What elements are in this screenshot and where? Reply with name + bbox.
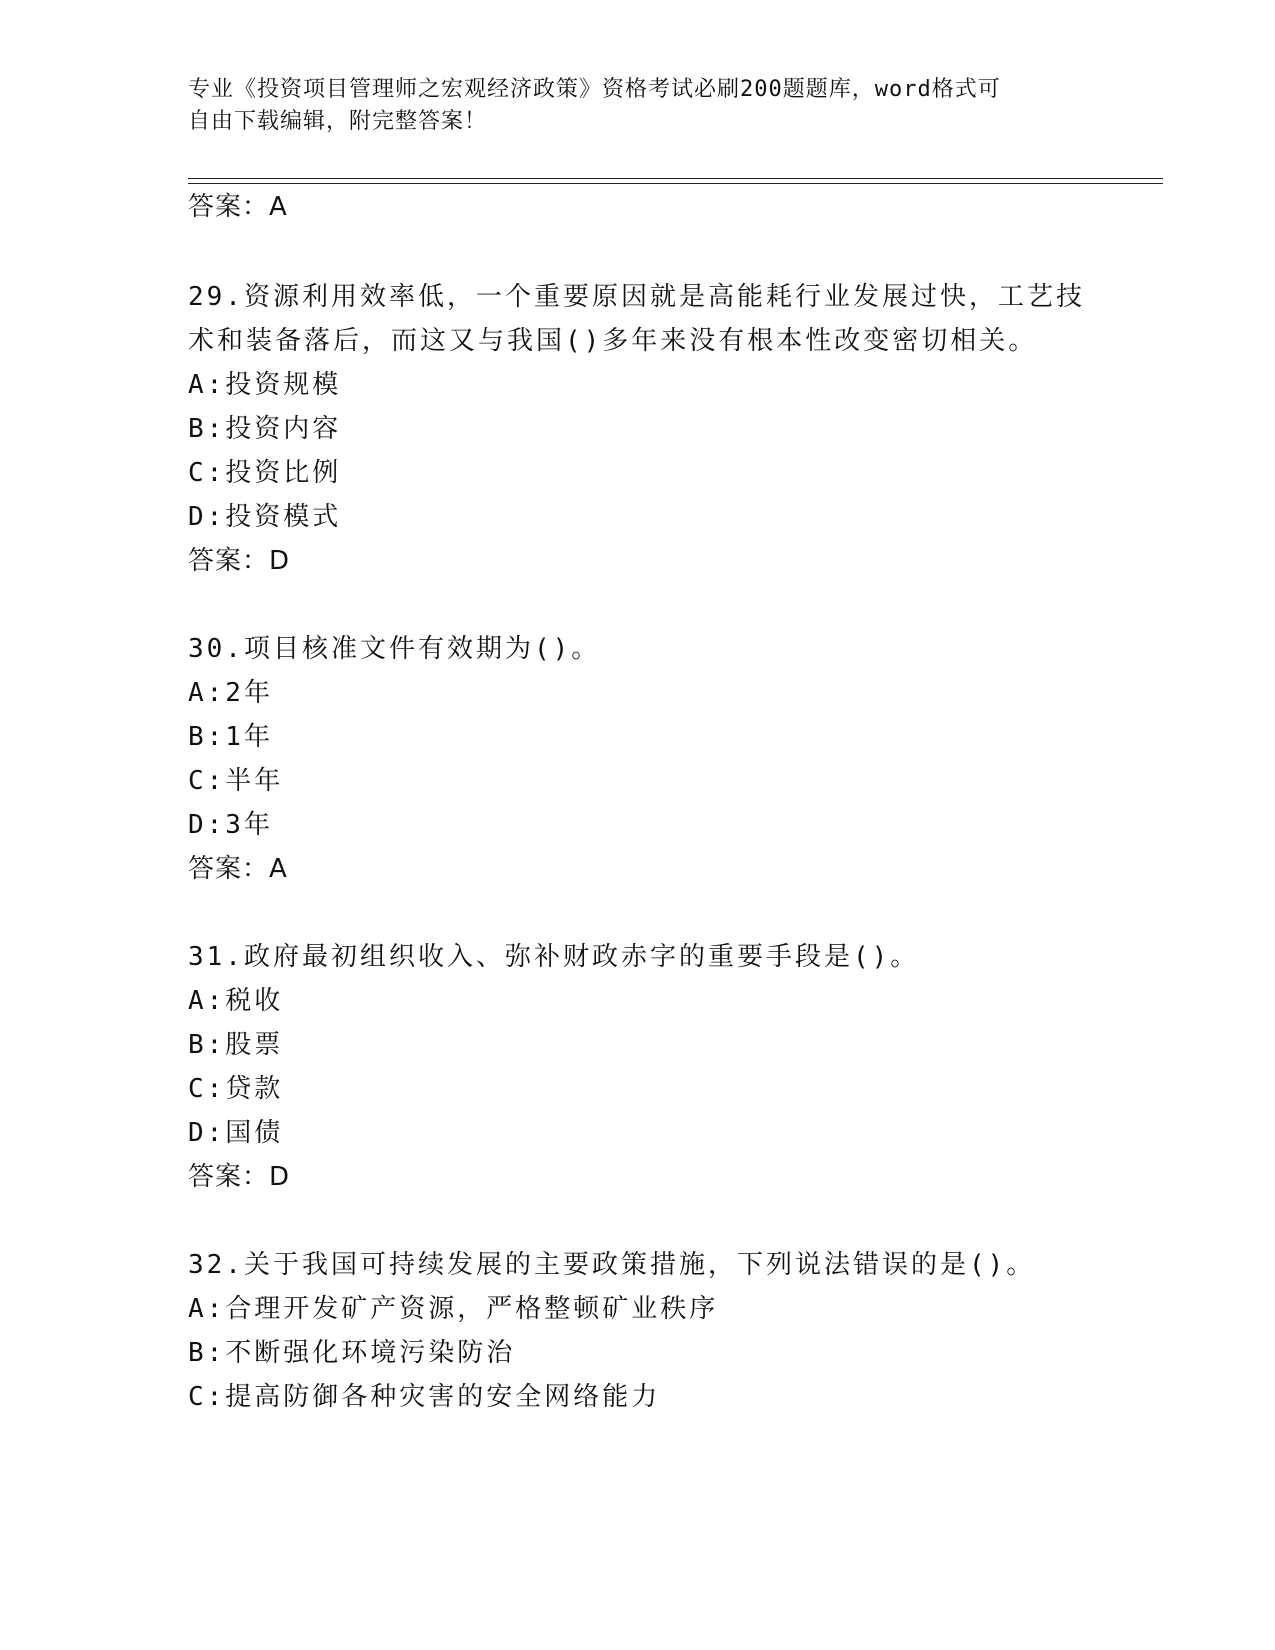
question-31-option-d: D:国债 bbox=[188, 1118, 284, 1148]
question-30-option-b: B:1年 bbox=[188, 722, 273, 752]
question-29-option-a: A:投资规模 bbox=[188, 370, 342, 400]
question-31-option-b: B:股票 bbox=[188, 1030, 284, 1060]
question-30-answer: 答案：A bbox=[188, 854, 288, 884]
header-line-2: 自由下载编辑，附完整答案！ bbox=[188, 109, 488, 134]
question-32-stem: 32.关于我国可持续发展的主要政策措施，下列说法错误的是()。 bbox=[188, 1250, 1036, 1280]
question-31-stem: 31.政府最初组织收入、弥补财政赤字的重要手段是()。 bbox=[188, 942, 920, 972]
document-header bbox=[188, 74, 1068, 138]
question-32-option-a: A:合理开发矿产资源，严格整顿矿业秩序 bbox=[188, 1294, 719, 1324]
question-30-option-d: D:3年 bbox=[188, 810, 273, 840]
question-30-option-c: C:半年 bbox=[188, 766, 284, 796]
question-29-option-c: C:投资比例 bbox=[188, 458, 342, 488]
header-rule-top bbox=[188, 178, 1163, 179]
previous-answer: 答案：A bbox=[188, 192, 288, 222]
question-31-answer: 答案：D bbox=[188, 1162, 291, 1192]
question-30-option-a: A:2年 bbox=[188, 678, 273, 708]
header-rule-bottom bbox=[188, 183, 1163, 184]
question-32-option-c: C:提高防御各种灾害的安全网络能力 bbox=[188, 1382, 661, 1412]
question-29-option-b: B:投资内容 bbox=[188, 414, 342, 444]
question-29-option-d: D:投资模式 bbox=[188, 502, 342, 532]
question-31-option-a: A:税收 bbox=[188, 986, 284, 1016]
question-31-option-c: C:贷款 bbox=[188, 1074, 284, 1104]
question-30-stem: 30.项目核准文件有效期为()。 bbox=[188, 634, 601, 664]
question-32-option-b: B:不断强化环境污染防治 bbox=[188, 1338, 516, 1368]
question-29-stem-line-1: 29.资源利用效率低，一个重要原因就是高能耗行业发展过快，工艺技 bbox=[188, 282, 1085, 312]
question-29-answer: 答案：D bbox=[188, 546, 291, 576]
header-line-1: 专业《投资项目管理师之宏观经济政策》资格考试必刷200题题库，word格式可 bbox=[188, 77, 1001, 102]
question-29-stem-line-2: 术和装备落后，而这又与我国()多年来没有根本性改变密切相关。 bbox=[188, 326, 1038, 356]
